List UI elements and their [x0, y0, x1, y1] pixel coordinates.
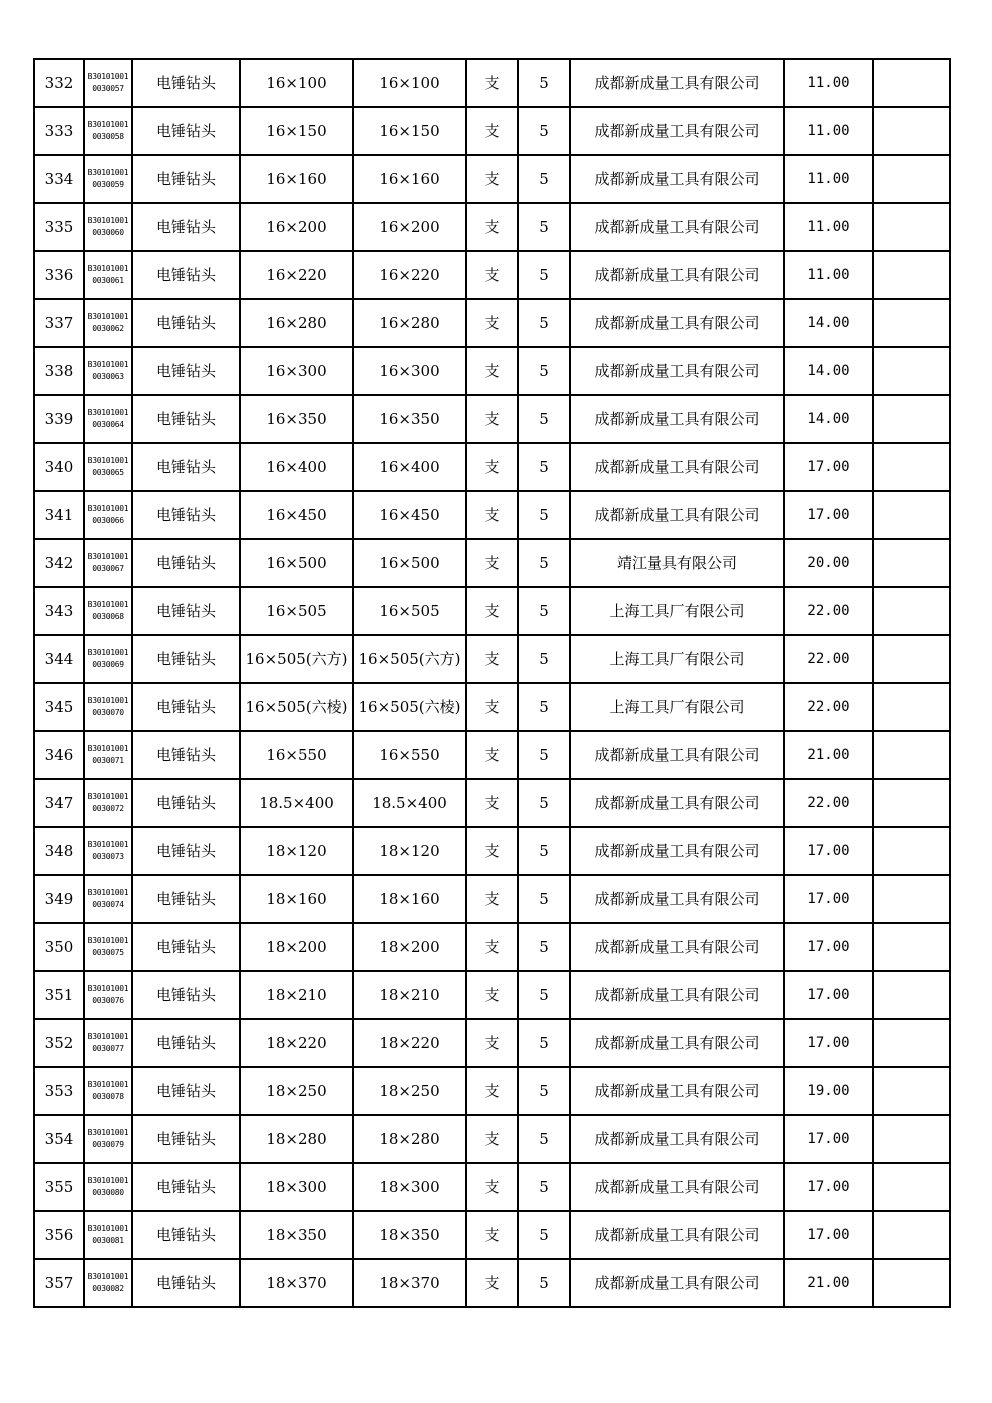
supplier-cell: 成都新成量工具有限公司 — [570, 1211, 784, 1259]
item-code-cell: B30101001 0030074 — [84, 875, 132, 923]
model-cell: 16×150 — [353, 107, 466, 155]
row-number-cell: 344 — [34, 635, 84, 683]
unit-cell: 支 — [466, 59, 518, 107]
quantity-cell: 5 — [518, 827, 570, 875]
quantity-cell: 5 — [518, 443, 570, 491]
table-row — [34, 683, 950, 731]
remark-cell — [873, 299, 950, 347]
price-cell: 17.00 — [784, 1115, 873, 1163]
model-cell: 18×220 — [353, 1019, 466, 1067]
remark-cell — [873, 1259, 950, 1307]
item-code-cell: B30101001 0030066 — [84, 491, 132, 539]
item-name-cell: 电锤钻头 — [132, 59, 240, 107]
model-cell: 16×450 — [353, 491, 466, 539]
price-cell: 17.00 — [784, 1163, 873, 1211]
item-name-cell: 电锤钻头 — [132, 1211, 240, 1259]
price-cell: 21.00 — [784, 1259, 873, 1307]
supplier-cell: 成都新成量工具有限公司 — [570, 443, 784, 491]
price-cell: 17.00 — [784, 491, 873, 539]
table-row — [34, 1211, 950, 1259]
spec-cell: 16×550 — [240, 731, 353, 779]
remark-cell — [873, 59, 950, 107]
remark-cell — [873, 1211, 950, 1259]
remark-cell — [873, 443, 950, 491]
row-number-cell: 357 — [34, 1259, 84, 1307]
unit-cell: 支 — [466, 491, 518, 539]
item-code-cell: B30101001 0030077 — [84, 1019, 132, 1067]
spec-cell: 18×350 — [240, 1211, 353, 1259]
item-code-cell: B30101001 0030063 — [84, 347, 132, 395]
quantity-cell: 5 — [518, 539, 570, 587]
model-cell: 16×350 — [353, 395, 466, 443]
quantity-cell: 5 — [518, 155, 570, 203]
remark-cell — [873, 203, 950, 251]
quantity-cell: 5 — [518, 971, 570, 1019]
unit-cell: 支 — [466, 1067, 518, 1115]
price-cell: 22.00 — [784, 779, 873, 827]
model-cell: 18×200 — [353, 923, 466, 971]
supplier-cell: 成都新成量工具有限公司 — [570, 1115, 784, 1163]
row-number-cell: 347 — [34, 779, 84, 827]
quantity-cell: 5 — [518, 875, 570, 923]
price-cell: 22.00 — [784, 683, 873, 731]
spec-cell: 16×500 — [240, 539, 353, 587]
table-row — [34, 779, 950, 827]
supplier-cell: 成都新成量工具有限公司 — [570, 347, 784, 395]
price-cell: 14.00 — [784, 347, 873, 395]
model-cell: 18×350 — [353, 1211, 466, 1259]
quantity-cell: 5 — [518, 923, 570, 971]
supplier-cell: 成都新成量工具有限公司 — [570, 395, 784, 443]
supplier-cell: 成都新成量工具有限公司 — [570, 1019, 784, 1067]
unit-cell: 支 — [466, 1115, 518, 1163]
row-number-cell: 342 — [34, 539, 84, 587]
item-name-cell: 电锤钻头 — [132, 779, 240, 827]
quantity-cell: 5 — [518, 1019, 570, 1067]
spec-cell: 16×505(六棱) — [240, 683, 353, 731]
row-number-cell: 332 — [34, 59, 84, 107]
item-code-cell: B30101001 0030068 — [84, 587, 132, 635]
table-row — [34, 347, 950, 395]
item-name-cell: 电锤钻头 — [132, 347, 240, 395]
item-code-cell: B30101001 0030071 — [84, 731, 132, 779]
price-cell: 19.00 — [784, 1067, 873, 1115]
row-number-cell: 352 — [34, 1019, 84, 1067]
spec-cell: 18×120 — [240, 827, 353, 875]
item-name-cell: 电锤钻头 — [132, 683, 240, 731]
table-row — [34, 251, 950, 299]
quantity-cell: 5 — [518, 1067, 570, 1115]
unit-cell: 支 — [466, 155, 518, 203]
price-table — [33, 58, 951, 1308]
remark-cell — [873, 779, 950, 827]
table-row — [34, 299, 950, 347]
quantity-cell: 5 — [518, 107, 570, 155]
price-cell: 17.00 — [784, 971, 873, 1019]
unit-cell: 支 — [466, 251, 518, 299]
row-number-cell: 349 — [34, 875, 84, 923]
price-cell: 17.00 — [784, 923, 873, 971]
remark-cell — [873, 971, 950, 1019]
item-name-cell: 电锤钻头 — [132, 923, 240, 971]
supplier-cell: 成都新成量工具有限公司 — [570, 1067, 784, 1115]
row-number-cell: 345 — [34, 683, 84, 731]
model-cell: 16×220 — [353, 251, 466, 299]
quantity-cell: 5 — [518, 1115, 570, 1163]
row-number-cell: 356 — [34, 1211, 84, 1259]
spec-cell: 16×350 — [240, 395, 353, 443]
table-row — [34, 1163, 950, 1211]
table-row — [34, 539, 950, 587]
spec-cell: 16×505(六方) — [240, 635, 353, 683]
model-cell: 18×280 — [353, 1115, 466, 1163]
item-code-cell: B30101001 0030059 — [84, 155, 132, 203]
unit-cell: 支 — [466, 587, 518, 635]
supplier-cell: 成都新成量工具有限公司 — [570, 1163, 784, 1211]
price-cell: 11.00 — [784, 203, 873, 251]
quantity-cell: 5 — [518, 59, 570, 107]
spec-cell: 18×300 — [240, 1163, 353, 1211]
table-row — [34, 587, 950, 635]
unit-cell: 支 — [466, 731, 518, 779]
item-code-cell: B30101001 0030075 — [84, 923, 132, 971]
item-name-cell: 电锤钻头 — [132, 1115, 240, 1163]
spec-cell: 18×160 — [240, 875, 353, 923]
price-cell: 11.00 — [784, 107, 873, 155]
supplier-cell: 成都新成量工具有限公司 — [570, 779, 784, 827]
item-name-cell: 电锤钻头 — [132, 107, 240, 155]
supplier-cell: 成都新成量工具有限公司 — [570, 59, 784, 107]
supplier-cell: 成都新成量工具有限公司 — [570, 971, 784, 1019]
item-code-cell: B30101001 0030072 — [84, 779, 132, 827]
unit-cell: 支 — [466, 827, 518, 875]
unit-cell: 支 — [466, 443, 518, 491]
row-number-cell: 337 — [34, 299, 84, 347]
row-number-cell: 340 — [34, 443, 84, 491]
table-row — [34, 1067, 950, 1115]
price-cell: 11.00 — [784, 251, 873, 299]
row-number-cell: 339 — [34, 395, 84, 443]
unit-cell: 支 — [466, 395, 518, 443]
spec-cell: 16×150 — [240, 107, 353, 155]
spec-cell: 18×250 — [240, 1067, 353, 1115]
spec-cell: 16×160 — [240, 155, 353, 203]
spec-cell: 16×220 — [240, 251, 353, 299]
item-name-cell: 电锤钻头 — [132, 587, 240, 635]
row-number-cell: 353 — [34, 1067, 84, 1115]
spec-cell: 18×280 — [240, 1115, 353, 1163]
supplier-cell: 靖江量具有限公司 — [570, 539, 784, 587]
unit-cell: 支 — [466, 299, 518, 347]
table-row — [34, 923, 950, 971]
spec-cell: 16×300 — [240, 347, 353, 395]
item-name-cell: 电锤钻头 — [132, 395, 240, 443]
item-code-cell: B30101001 0030067 — [84, 539, 132, 587]
quantity-cell: 5 — [518, 587, 570, 635]
table-row — [34, 203, 950, 251]
price-cell: 17.00 — [784, 827, 873, 875]
item-code-cell: B30101001 0030065 — [84, 443, 132, 491]
item-name-cell: 电锤钻头 — [132, 875, 240, 923]
table-row — [34, 443, 950, 491]
item-code-cell: B30101001 0030073 — [84, 827, 132, 875]
price-cell: 22.00 — [784, 587, 873, 635]
item-name-cell: 电锤钻头 — [132, 971, 240, 1019]
remark-cell — [873, 347, 950, 395]
supplier-cell: 成都新成量工具有限公司 — [570, 203, 784, 251]
model-cell: 16×160 — [353, 155, 466, 203]
price-cell: 11.00 — [784, 59, 873, 107]
remark-cell — [873, 683, 950, 731]
model-cell: 16×280 — [353, 299, 466, 347]
model-cell: 16×505(六方) — [353, 635, 466, 683]
remark-cell — [873, 491, 950, 539]
item-code-cell: B30101001 0030060 — [84, 203, 132, 251]
model-cell: 18.5×400 — [353, 779, 466, 827]
table-row — [34, 731, 950, 779]
item-code-cell: B30101001 0030082 — [84, 1259, 132, 1307]
table-row — [34, 971, 950, 1019]
row-number-cell: 348 — [34, 827, 84, 875]
table-row — [34, 155, 950, 203]
quantity-cell: 5 — [518, 491, 570, 539]
row-number-cell: 355 — [34, 1163, 84, 1211]
supplier-cell: 上海工具厂有限公司 — [570, 635, 784, 683]
row-number-cell: 354 — [34, 1115, 84, 1163]
table-row — [34, 59, 950, 107]
unit-cell: 支 — [466, 539, 518, 587]
unit-cell: 支 — [466, 971, 518, 1019]
spec-cell: 18×370 — [240, 1259, 353, 1307]
item-code-cell: B30101001 0030058 — [84, 107, 132, 155]
supplier-cell: 成都新成量工具有限公司 — [570, 875, 784, 923]
remark-cell — [873, 635, 950, 683]
item-name-cell: 电锤钻头 — [132, 299, 240, 347]
table-row — [34, 1019, 950, 1067]
model-cell: 18×300 — [353, 1163, 466, 1211]
supplier-cell: 成都新成量工具有限公司 — [570, 827, 784, 875]
supplier-cell: 成都新成量工具有限公司 — [570, 1259, 784, 1307]
quantity-cell: 5 — [518, 251, 570, 299]
unit-cell: 支 — [466, 923, 518, 971]
supplier-cell: 成都新成量工具有限公司 — [570, 251, 784, 299]
spec-cell: 16×505 — [240, 587, 353, 635]
table-row — [34, 395, 950, 443]
item-code-cell: B30101001 0030057 — [84, 59, 132, 107]
quantity-cell: 5 — [518, 395, 570, 443]
model-cell: 16×550 — [353, 731, 466, 779]
supplier-cell: 成都新成量工具有限公司 — [570, 923, 784, 971]
table-row — [34, 827, 950, 875]
row-number-cell: 341 — [34, 491, 84, 539]
remark-cell — [873, 1019, 950, 1067]
spec-cell: 16×450 — [240, 491, 353, 539]
row-number-cell: 351 — [34, 971, 84, 1019]
item-name-cell: 电锤钻头 — [132, 635, 240, 683]
table-row — [34, 635, 950, 683]
model-cell: 18×120 — [353, 827, 466, 875]
item-name-cell: 电锤钻头 — [132, 539, 240, 587]
unit-cell: 支 — [466, 1163, 518, 1211]
item-code-cell: B30101001 0030080 — [84, 1163, 132, 1211]
unit-cell: 支 — [466, 635, 518, 683]
item-name-cell: 电锤钻头 — [132, 1067, 240, 1115]
model-cell: 16×100 — [353, 59, 466, 107]
model-cell: 18×160 — [353, 875, 466, 923]
item-name-cell: 电锤钻头 — [132, 203, 240, 251]
remark-cell — [873, 395, 950, 443]
price-cell: 17.00 — [784, 1211, 873, 1259]
row-number-cell: 346 — [34, 731, 84, 779]
unit-cell: 支 — [466, 1019, 518, 1067]
model-cell: 16×400 — [353, 443, 466, 491]
supplier-cell: 成都新成量工具有限公司 — [570, 731, 784, 779]
item-code-cell: B30101001 0030062 — [84, 299, 132, 347]
item-code-cell: B30101001 0030070 — [84, 683, 132, 731]
remark-cell — [873, 1115, 950, 1163]
table-row — [34, 1259, 950, 1307]
unit-cell: 支 — [466, 203, 518, 251]
model-cell: 16×500 — [353, 539, 466, 587]
row-number-cell: 333 — [34, 107, 84, 155]
price-cell: 11.00 — [784, 155, 873, 203]
quantity-cell: 5 — [518, 635, 570, 683]
quantity-cell: 5 — [518, 347, 570, 395]
model-cell: 16×505 — [353, 587, 466, 635]
spec-cell: 18.5×400 — [240, 779, 353, 827]
supplier-cell: 成都新成量工具有限公司 — [570, 107, 784, 155]
price-cell: 17.00 — [784, 875, 873, 923]
spec-cell: 18×220 — [240, 1019, 353, 1067]
supplier-cell: 上海工具厂有限公司 — [570, 683, 784, 731]
item-name-cell: 电锤钻头 — [132, 1259, 240, 1307]
row-number-cell: 335 — [34, 203, 84, 251]
item-code-cell: B30101001 0030078 — [84, 1067, 132, 1115]
spec-cell: 16×400 — [240, 443, 353, 491]
item-code-cell: B30101001 0030069 — [84, 635, 132, 683]
row-number-cell: 334 — [34, 155, 84, 203]
price-cell: 22.00 — [784, 635, 873, 683]
remark-cell — [873, 875, 950, 923]
supplier-cell: 成都新成量工具有限公司 — [570, 299, 784, 347]
table-row — [34, 107, 950, 155]
item-name-cell: 电锤钻头 — [132, 491, 240, 539]
price-cell: 17.00 — [784, 443, 873, 491]
spec-cell: 16×100 — [240, 59, 353, 107]
quantity-cell: 5 — [518, 1211, 570, 1259]
price-cell: 20.00 — [784, 539, 873, 587]
price-cell: 14.00 — [784, 395, 873, 443]
unit-cell: 支 — [466, 107, 518, 155]
remark-cell — [873, 731, 950, 779]
item-name-cell: 电锤钻头 — [132, 1163, 240, 1211]
model-cell: 18×210 — [353, 971, 466, 1019]
spec-cell: 16×280 — [240, 299, 353, 347]
row-number-cell: 336 — [34, 251, 84, 299]
model-cell: 16×200 — [353, 203, 466, 251]
quantity-cell: 5 — [518, 1163, 570, 1211]
spec-cell: 18×210 — [240, 971, 353, 1019]
unit-cell: 支 — [466, 875, 518, 923]
unit-cell: 支 — [466, 347, 518, 395]
item-name-cell: 电锤钻头 — [132, 155, 240, 203]
spec-cell: 16×200 — [240, 203, 353, 251]
remark-cell — [873, 107, 950, 155]
table-body — [34, 59, 950, 1307]
remark-cell — [873, 1163, 950, 1211]
supplier-cell: 上海工具厂有限公司 — [570, 587, 784, 635]
remark-cell — [873, 1067, 950, 1115]
item-name-cell: 电锤钻头 — [132, 827, 240, 875]
unit-cell: 支 — [466, 779, 518, 827]
price-cell: 17.00 — [784, 1019, 873, 1067]
quantity-cell: 5 — [518, 299, 570, 347]
model-cell: 16×300 — [353, 347, 466, 395]
model-cell: 16×505(六棱) — [353, 683, 466, 731]
spec-cell: 18×200 — [240, 923, 353, 971]
remark-cell — [873, 587, 950, 635]
model-cell: 18×370 — [353, 1259, 466, 1307]
remark-cell — [873, 923, 950, 971]
item-name-cell: 电锤钻头 — [132, 251, 240, 299]
remark-cell — [873, 827, 950, 875]
item-name-cell: 电锤钻头 — [132, 731, 240, 779]
quantity-cell: 5 — [518, 203, 570, 251]
quantity-cell: 5 — [518, 779, 570, 827]
item-code-cell: B30101001 0030076 — [84, 971, 132, 1019]
table-row — [34, 875, 950, 923]
price-cell: 21.00 — [784, 731, 873, 779]
item-name-cell: 电锤钻头 — [132, 1019, 240, 1067]
supplier-cell: 成都新成量工具有限公司 — [570, 491, 784, 539]
row-number-cell: 350 — [34, 923, 84, 971]
table-row — [34, 491, 950, 539]
unit-cell: 支 — [466, 1259, 518, 1307]
item-code-cell: B30101001 0030061 — [84, 251, 132, 299]
model-cell: 18×250 — [353, 1067, 466, 1115]
remark-cell — [873, 155, 950, 203]
row-number-cell: 343 — [34, 587, 84, 635]
remark-cell — [873, 539, 950, 587]
quantity-cell: 5 — [518, 683, 570, 731]
price-cell: 14.00 — [784, 299, 873, 347]
item-code-cell: B30101001 0030079 — [84, 1115, 132, 1163]
table-row — [34, 1115, 950, 1163]
row-number-cell: 338 — [34, 347, 84, 395]
quantity-cell: 5 — [518, 1259, 570, 1307]
item-code-cell: B30101001 0030064 — [84, 395, 132, 443]
item-name-cell: 电锤钻头 — [132, 443, 240, 491]
remark-cell — [873, 251, 950, 299]
quantity-cell: 5 — [518, 731, 570, 779]
unit-cell: 支 — [466, 683, 518, 731]
item-code-cell: B30101001 0030081 — [84, 1211, 132, 1259]
unit-cell: 支 — [466, 1211, 518, 1259]
supplier-cell: 成都新成量工具有限公司 — [570, 155, 784, 203]
